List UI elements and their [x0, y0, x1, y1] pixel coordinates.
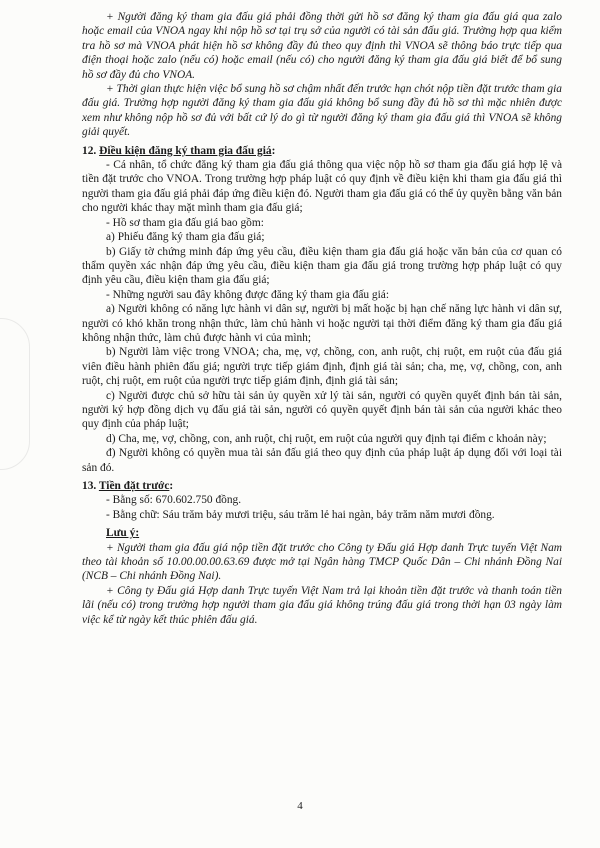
section-13-colon: : [169, 480, 174, 492]
note-heading-label: Lưu ý [106, 527, 136, 540]
page-number: 4 [297, 800, 303, 812]
section-13-p1: - Bằng số: 670.602.750 đồng. [106, 494, 242, 507]
section-12-p9: d) Cha, mẹ, vợ, chồng, con, anh ruột, chị ruột, em ruột của người quy định tại điểm c khoản này; [106, 432, 547, 445]
section-12-p3: a) Phiếu đăng ký tham gia đấu giá; [106, 231, 265, 244]
document-body [82, 10, 562, 627]
section-12-p10: đ) Người không có quyền mua tài sản đấu giá theo quy định của pháp luật áp dụng đối với loại tài sản đó. [82, 447, 562, 474]
section-12-p6: a) Người không có năng lực hành vi dân sự, người bị mất hoặc bị hạn chế năng lực hành vi dân sự, người có khó khăn trong nhận thức, làm chủ hành vi hoặc người tại thời điểm đăng ký tham gia đấu giá không nhận thức, làm chủ được hành vi của mình; [82, 303, 562, 344]
intro-paragraph-1: + Người đăng ký tham gia đấu giá phải đồng thời gửi hồ sơ đăng ký tham gia đấu giá qua zalo hoặc email của VNOA ngay khi nộp hồ sơ tại trụ sở của người có tài sản đấu giá. Trường hợp qua kiểm tra hồ sơ mà VNOA phát hiện hồ sơ không đầy đủ theo quy định thì VNOA sẽ thông báo trực tiếp qua điện thoại hoặc zalo (nếu có) hoặc email (nếu có) cho người đăng ký tham gia đấu giá biết để bổ sung hồ sơ đầy đủ cho VNOA. [82, 11, 562, 81]
section-12-title: Điều kiện đăng ký tham gia đấu giá [99, 144, 272, 157]
section-12-number: 12. [82, 144, 100, 157]
intro-paragraph-2: + Thời gian thực hiện việc bổ sung hồ sơ chậm nhất đến trước hạn chót nộp tiền đặt trước tham gia đấu giá. Trường hợp người đăng ký tham gia đấu giá không bổ sung đầy đủ hồ sơ thì mặc nhiên được xem như không nộp hồ sơ đủ với bất cứ lý do gì từ người đăng ký tham gia đấu giá thì VNOA sẽ không giải quyết. [82, 83, 562, 139]
note-paragraph-2: + Công ty Đấu giá Hợp danh Trực tuyến Việt Nam trả lại khoản tiền đặt trước và thanh toán tiền lãi (nếu có) trong trường hợp người tham gia đấu giá không trúng đấu giá trong thời hạn 03 ngày làm việc kể từ ngày kết thúc phiên đấu giá. [82, 584, 562, 626]
section-13-heading [82, 479, 562, 493]
note-paragraph-1: + Người tham gia đấu giá nộp tiền đặt trước cho Công ty Đấu giá Hợp danh Trực tuyến Việt Nam theo tài khoản số 10.00.00.00.63.69 được mở tại Ngân hàng TMCP Quốc Dân – Chi nhánh Đồng Nai (NCB – Chi nhánh Đồng Nai). [82, 541, 562, 583]
section-12-p1: - Cá nhân, tổ chức đăng ký tham gia đấu giá thông qua việc nộp hồ sơ tham gia đấu giá hợp lệ và tiền đặt trước cho VNOA. Trong trường hợp pháp luật có quy định về điều kiện khi tham gia đấu giá thì người tham gia đấu giá phải đáp ứng điều kiện đó. Người tham gia đấu giá có thể ủy quyền bằng văn bản cho người khác thay mặt mình tham gia đấu giá; [82, 159, 562, 215]
section-12-heading [82, 144, 562, 158]
section-13-title: Tiền đặt trước [98, 480, 170, 492]
section-12-p8: c) Người được chủ sở hữu tài sản ủy quyền xử lý tài sản, người có quyền quyết định bán tài sản, người ký hợp đồng dịch vụ đấu giá tài sản, người có quyền quyết định bán tài sản của người khác theo quy định của pháp luật; [82, 389, 562, 431]
note-heading-line [82, 522, 562, 540]
section-12-p4: b) Giấy tờ chứng minh đáp ứng yêu cầu, điều kiện tham gia đấu giá hoặc văn bản của cơ quan có thẩm quyền xác nhận đáp ứng yêu cầu, điều kiện tham gia đấu giá trong trường hợp pháp luật có quy định yêu cầu, điều kiện tham gia đấu giá; [82, 245, 562, 287]
section-12-p7: b) Người làm việc trong VNOA; cha, mẹ, vợ, chồng, con, anh ruột, chị ruột, em ruột của đấu giá viên điều hành phiên đấu giá; người trực tiếp giám định, định giá tài sản; cha, mẹ, vợ, chồng, con, anh ruột, chị ruột, em ruột của người trực tiếp giám định, định giá tài sản; [82, 346, 562, 388]
section-12-colon: : [271, 144, 276, 157]
section-13-p2: - Bằng chữ: Sáu trăm bảy mươi triệu, sáu trăm lẻ hai ngàn, bảy trăm năm mươi đồng. [106, 508, 495, 521]
stamp-mark [0, 318, 30, 470]
note-heading [106, 526, 139, 540]
section-12-p5: - Những người sau đây không được đăng ký tham gia đấu giá: [106, 288, 390, 301]
note-heading-colon: : [135, 527, 140, 540]
section-13-number: 13. [82, 480, 99, 492]
section-12-p2: - Hồ sơ tham gia đấu giá bao gồm: [106, 216, 264, 229]
